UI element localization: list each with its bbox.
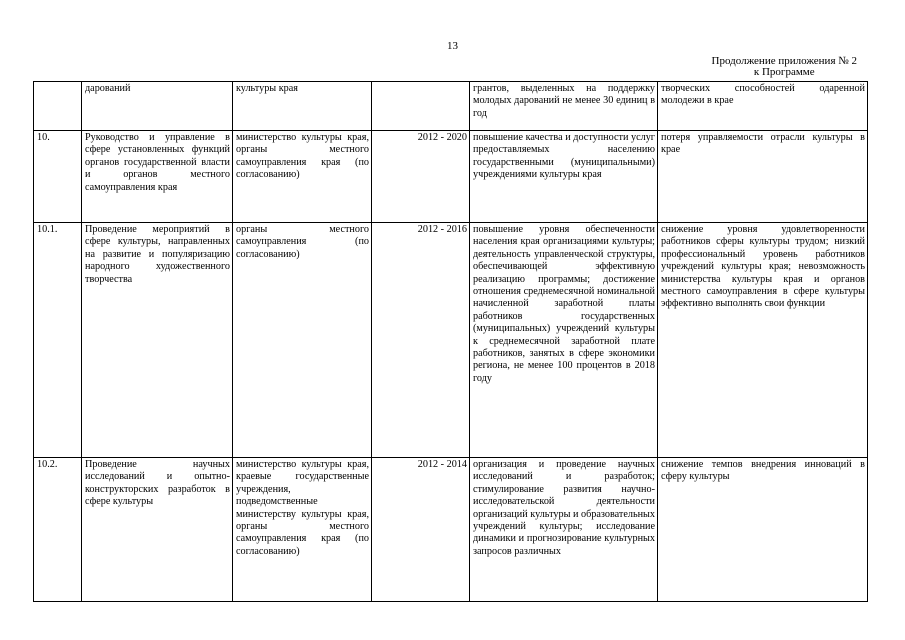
years: 2012 - 2014: [372, 458, 470, 602]
appendix-line-2: к Программе: [753, 66, 815, 78]
years: 2012 - 2020: [372, 131, 470, 223]
risk: творческих способностей одаренной молодежи в крае: [658, 82, 868, 131]
activity-name: Проведение мероприятий в сфере культуры, направленных на развитие и популяризацию народного художественного творчества: [82, 223, 233, 458]
table-row: [34, 131, 868, 223]
executor: органы местного самоуправления (по согласованию): [233, 223, 372, 458]
row-number: 10.: [34, 131, 82, 223]
row-number: [34, 82, 82, 131]
activity-name: Руководство и управление в сфере установленных функций органов государственной власти и органов местного самоуправления края: [82, 131, 233, 223]
expected-result: повышение уровня обеспеченности населения края организациями культуры; деятельность управленческой структуры, обеспечивающей эффективную реализацию программы; достижение отношения среднемесячной номинальной начисленной заработной платы работников государственных (муниципальных) учреждений культуры к среднемесячной заработной плате работников, занятых в сфере экономики региона, не менее 100 процентов в 2018 году: [470, 223, 658, 458]
table-row: [34, 223, 868, 458]
appendix-line-1: Продолжение приложения № 2: [711, 55, 857, 67]
table-row: [34, 82, 868, 131]
risk: потеря управляемости отрасли культуры в крае: [658, 131, 868, 223]
activity-name: Проведение научных исследований и опытно-конструкторских разработок в сфере культуры: [82, 458, 233, 602]
years: [372, 82, 470, 131]
page-number: 13: [447, 40, 458, 52]
expected-result: организация и проведение научных исследований и разработок; стимулирование развития научно-исследовательской деятельности организаций культуры и образовательных учреждений культуры; исследование динамики и прогнозирование культурных запросов различных: [470, 458, 658, 602]
risk: снижение уровня удовлетворенности работников сферы культуры трудом; низкий профессиональный уровень работников учреждений культуры края; невозможность министерства культуры края и органов местного самоуправления в сфере культуры эффективно выполнять свои функции: [658, 223, 868, 458]
row-number: 10.2.: [34, 458, 82, 602]
risk: снижение темпов внедрения инноваций в сферу культуры: [658, 458, 868, 602]
executor: культуры края: [233, 82, 372, 131]
executor: министерство культуры края, краевые государственные учреждения, подведомственные министерству культуры края, органы местного самоуправления края (по согласованию): [233, 458, 372, 602]
executor: министерство культуры края, органы местного самоуправления края (по согласованию): [233, 131, 372, 223]
row-number: 10.1.: [34, 223, 82, 458]
activity-name: дарований: [82, 82, 233, 131]
program-table: [33, 81, 868, 602]
expected-result: повышение качества и доступности услуг предоставляемых населению государственными (муниципальными) учреждениями культуры края: [470, 131, 658, 223]
years: 2012 - 2016: [372, 223, 470, 458]
table-row: [34, 458, 868, 602]
expected-result: грантов, выделенных на поддержку молодых дарований не менее 30 единиц в год: [470, 82, 658, 131]
appendix-caption: [712, 56, 857, 78]
